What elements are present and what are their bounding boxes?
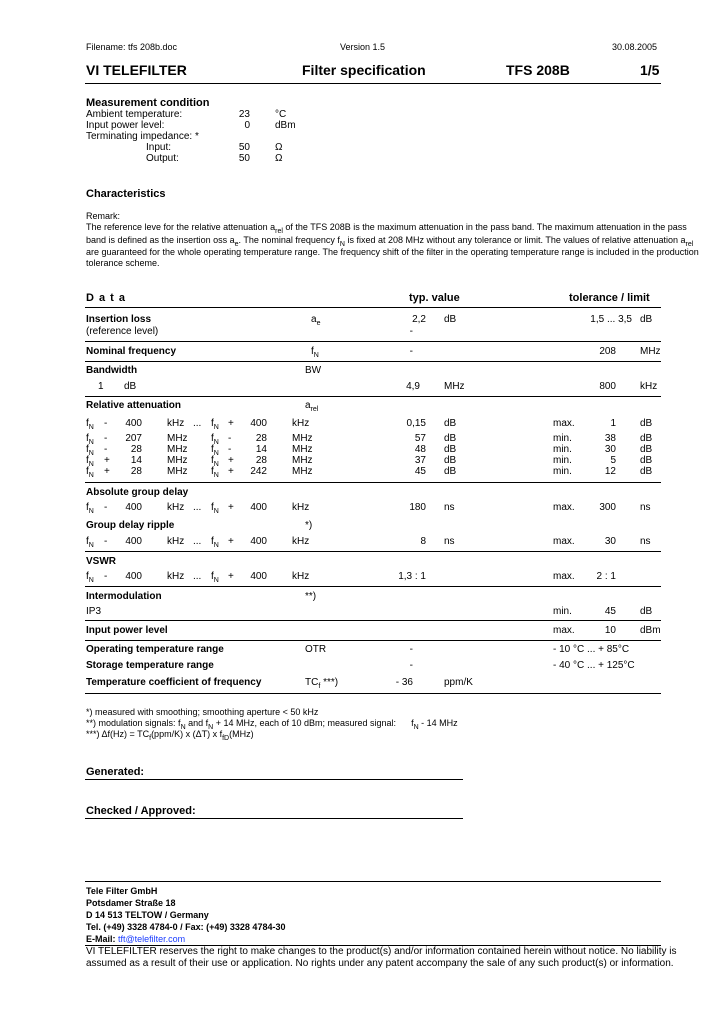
r-limit-value: 12 [604,466,616,477]
r-limit-unit: dB [640,433,653,444]
filename-label: Filename: tfs 208b.doc [86,42,178,52]
relative-attenuation-symbol: $a_{rel}$ [305,400,319,413]
power-label: Input power level: [86,120,165,131]
insertion-loss-unit: dB [444,314,457,325]
r-typ: 0,15 [406,418,426,429]
bandwidth-tolerance: 800 [599,381,616,392]
r-op-right: + [228,455,234,466]
temp-coefficient-unit: ppm/K [444,677,473,688]
r-val-right: 400 [250,536,267,547]
r-op-right: + [228,466,234,477]
r-dots: ... [193,418,202,429]
r-typ: 48 [414,444,426,455]
r-op-right: + [228,536,234,547]
power-unit: dBm [275,120,296,131]
temp-coefficient-symbol: $TC_f$ ***) [305,677,339,690]
footer-tel: Tel. (+49) 3328 4784-0 / Fax: (+49) 3328 4784-30 [86,922,286,932]
r-unit-left: kHz [167,536,185,547]
r-typ-unit: dB [444,418,457,429]
power-value: 0 [244,120,250,131]
r-limit: max. [553,571,575,582]
remark-line-4: tolerance scheme. [86,258,160,268]
r-val-left: 14 [130,455,142,466]
r-limit-unit: dB [640,455,653,466]
r-fn-left: $f_N$ [86,455,94,468]
r-typ: 180 [409,502,426,513]
r-limit-unit: dB [640,466,653,477]
r-unit-left: MHz [167,466,188,477]
input-power-limit: max. [553,625,575,636]
r-limit-unit: ns [640,536,651,547]
bandwidth-symbol: BW [305,365,322,376]
r-fn-right: $f_N$ [211,466,219,479]
date-label: 30.08.2005 [612,42,658,52]
footer-city: D 14 513 TELTOW / Germany [86,910,209,920]
r-limit: max. [553,418,575,429]
r-typ: 45 [414,466,426,477]
intermodulation-note: **) [305,591,317,602]
input-value: 50 [238,142,250,153]
r-val-left: 28 [130,466,142,477]
bandwidth-tol-unit: kHz [640,381,658,392]
r-typ: 1,3 : 1 [398,571,426,582]
insertion-loss-ref-dash: - [409,326,413,337]
nominal-frequency-unit: MHz [640,346,661,357]
input-power-unit: dBm [640,625,661,636]
r-fn-left: $f_N$ [86,418,94,431]
insertion-loss-symbol: $a_e$ [311,314,321,327]
r-unit-left: kHz [167,418,185,429]
r-fn-right: $f_N$ [211,455,219,468]
remark-line-1: The reference leve for the relative attenuation $a_{rel}$ of the TFS 208B is the maximum attenuation in the pass band. The maximum attenuation in the pass [86,222,687,235]
r-fn-right: $f_N$ [211,571,219,584]
input-label: Input: [146,142,172,153]
r-fn-right: $f_N$ [211,418,219,431]
input-power-value: 10 [604,625,616,636]
r-dots: ... [193,536,202,547]
r-fn-right: $f_N$ [211,444,219,457]
nominal-frequency-symbol: $f_N$ [311,346,319,359]
r-val-right: 242 [250,466,267,477]
logo-vi: VI [86,62,100,78]
operating-temp-label: Operating temperature range [86,644,224,655]
r-fn-left: $f_N$ [86,571,94,584]
r-typ-unit: dB [444,444,457,455]
r-unit-right: MHz [292,455,313,466]
r-fn-left: $f_N$ [86,433,94,446]
storage-temp-typ: - [409,660,413,671]
data-heading: D a t a [86,292,127,304]
row-rule [85,586,661,587]
generated-signature-line [85,779,463,780]
footer-rule [85,881,661,882]
footnote-3: ***) $\Delta f(Hz) = TC_f(ppm/K)$ x (ΔT) x $f_{fD}(MHz)$ [86,729,254,742]
r-limit: min. [553,466,572,477]
nominal-frequency-value: 208 [599,346,616,357]
input-unit: Ω [275,142,283,153]
ambient-value: 23 [238,109,250,120]
bandwidth-level-unit: dB [124,381,137,392]
r-unit-left: MHz [167,444,188,455]
r-op-left: - [104,571,108,582]
company-logo [86,62,187,78]
relative-attenuation-label: Relative attenuation [86,400,182,411]
ambient-unit: °C [275,109,287,120]
r-val-left: 400 [125,571,142,582]
r-val-right: 14 [255,444,267,455]
r-unit-left: MHz [167,433,188,444]
r-val-right: 400 [250,502,267,513]
header-rule [85,83,661,84]
r-limit-value: 5 [610,455,616,466]
characteristics-title: Characteristics [86,188,166,200]
tolerance-heading: tolerance / limit [569,292,650,304]
r-op-left: - [104,444,108,455]
temp-coefficient-label: Temperature coefficient of frequency [86,677,262,688]
ambient-label: Ambient temperature: [86,109,183,120]
row-rule [85,341,661,342]
r-val-right: 28 [255,433,267,444]
r-val-right: 400 [250,418,267,429]
r-val-left: 400 [125,536,142,547]
r-limit-unit: dB [640,444,653,455]
row-rule [85,361,661,362]
r-unit-right: kHz [292,536,310,547]
insertion-loss-label: Insertion loss [86,314,152,325]
ip3-limit: min. [553,606,572,617]
operating-temp-range: - 10 °C ... + 85°C [553,644,630,655]
nominal-frequency-typ: - [409,346,413,357]
r-val-left: 400 [125,502,142,513]
doc-title: Filter specification [302,62,426,78]
r-op-left: - [104,418,108,429]
insertion-loss-sub: (reference level) [86,326,159,337]
table-bottom-rule [85,693,661,694]
r-op-right: + [228,418,234,429]
r-unit-left: kHz [167,571,185,582]
footnote-2: **) modulation signals: $f_N$ and $f_N + 14$ MHz, each of 10 dBm; measured signal: $f_N - 14$ MHz [86,718,458,731]
r-limit-value: 2 : 1 [596,571,616,582]
bandwidth-unit: MHz [444,381,465,392]
r-limit-value: 1 [610,418,616,429]
generated-label: Generated: [86,766,145,778]
insertion-loss-typ: 2,2 [412,314,426,325]
r-limit: min. [553,455,572,466]
r-unit-right: MHz [292,466,313,477]
operating-temp-symbol: OTR [305,644,327,655]
insertion-loss-tol-unit: dB [640,314,653,325]
part-number: TFS 208B [506,62,570,78]
footer-street: Potsdamer Straße 18 [86,898,176,908]
r-val-left: 28 [130,444,142,455]
footer-company: Tele Filter GmbH [86,886,158,896]
insertion-loss-tolerance: 1,5 ... 3,5 [590,314,632,325]
r-limit-value: 38 [604,433,616,444]
disclaimer-line-2: assumed as a result of their use or application. No rights under any patent accompany the sale of any such product(s) or information. [86,958,674,969]
r-limit-value: 30 [604,536,616,547]
output-label: Output: [146,153,179,164]
r-limit: min. [553,433,572,444]
r-fn-right: $f_N$ [211,536,219,549]
r-typ-unit: ns [444,536,455,547]
r-val-right: 400 [250,571,267,582]
vswr-label: VSWR [86,556,116,567]
output-value: 50 [238,153,250,164]
output-unit: Ω [275,153,283,164]
checked-label: Checked / Approved: [86,805,196,817]
row-rule [85,396,661,397]
operating-temp-typ: - [409,644,413,655]
r-unit-right: MHz [292,444,313,455]
r-unit-right: kHz [292,502,310,513]
r-fn-left: $f_N$ [86,536,94,549]
r-limit-unit: ns [640,502,651,513]
footnote-1: *) measured with smoothing; smoothing aperture < 50 kHz [86,707,319,717]
r-unit-right: MHz [292,433,313,444]
remark-line-3: are guaranteed for the whole operating temperature range. The frequency shift of the filter in the operating temperature range is included in the production [86,247,699,257]
bandwidth-label: Bandwidth [86,365,138,376]
r-op-right: + [228,502,234,513]
intermodulation-label: Intermodulation [86,591,162,602]
ip3-unit: dB [640,606,653,617]
r-limit-value: 30 [604,444,616,455]
storage-temp-label: Storage temperature range [86,660,214,671]
nominal-frequency-label: Nominal frequency [86,346,177,357]
measurement-title: Measurement condition [86,97,210,109]
r-typ-unit: dB [444,455,457,466]
r-op-left: + [104,466,110,477]
r-typ: 37 [414,455,426,466]
row-rule [85,620,661,621]
disclaimer-line-1: VI TELEFILTER reserves the right to make changes to the product(s) and/or information contained herein without notice. No liability is [86,946,677,957]
r-limit-unit: dB [640,418,653,429]
r-typ-unit: ns [444,502,455,513]
r-limit-value: 300 [599,502,616,513]
r-typ-unit: dB [444,466,457,477]
storage-temp-range: - 40 °C ... + 125°C [553,660,635,671]
row-rule [85,640,661,641]
r-dots: ... [193,571,202,582]
r-op-left: - [104,502,108,513]
absolute-group-delay-label: Absolute group delay [86,487,189,498]
r-op-right: - [228,444,232,455]
r-unit-right: kHz [292,418,310,429]
row-rule [85,551,661,552]
r-op-right: + [228,571,234,582]
r-typ: 57 [414,433,426,444]
r-unit-left: kHz [167,502,185,513]
remark-label: Remark: [86,211,121,221]
r-val-right: 28 [255,455,267,466]
r-unit-left: MHz [167,455,188,466]
r-limit: max. [553,536,575,547]
footer-email-row: E-Mail: tft@telefilter.com [86,934,186,944]
group-delay-ripple-note: *) [305,520,313,531]
version-label: Version 1.5 [340,42,386,52]
r-limit: max. [553,502,575,513]
input-power-level-label: Input power level [86,625,168,636]
r-op-left: - [104,536,108,547]
r-fn-left: $f_N$ [86,466,94,479]
page-number: 1/5 [640,62,660,78]
r-dots: ... [193,502,202,513]
r-op-left: - [104,433,108,444]
temp-coefficient-typ: - 36 [395,677,413,688]
row-rule [85,482,661,483]
r-val-left: 207 [125,433,142,444]
r-unit-right: kHz [292,571,310,582]
brand-name: TELEFILTER [103,62,187,78]
r-fn-left: $f_N$ [86,502,94,515]
group-delay-ripple-label: Group delay ripple [86,520,175,531]
checked-signature-line [85,818,463,819]
impedance-label: Terminating impedance: * [86,131,199,142]
r-op-right: - [228,433,232,444]
r-op-left: + [104,455,110,466]
bandwidth-typ: 4,9 [406,381,420,392]
ip3-value: 45 [604,606,616,617]
table-top-rule [85,307,661,308]
r-fn-right: $f_N$ [211,433,219,446]
ip3-label: IP3 [86,606,102,617]
r-typ-unit: dB [444,433,457,444]
r-val-left: 400 [125,418,142,429]
email-link[interactable]: tft@telefilter.com [118,934,186,944]
typ-value-heading: typ. value [409,292,460,304]
r-fn-left: $f_N$ [86,444,94,457]
r-fn-right: $f_N$ [211,502,219,515]
r-limit: min. [553,444,572,455]
bandwidth-level: 1 [98,381,104,392]
remark-line-2: band is defined as the insertion oss $a_e$. The nominal frequency $f_N$ is fixed at 208 MHz without any tolerance or limit. The values of relative attenuation $a_{rel}$ [86,235,694,248]
r-typ: 8 [420,536,426,547]
